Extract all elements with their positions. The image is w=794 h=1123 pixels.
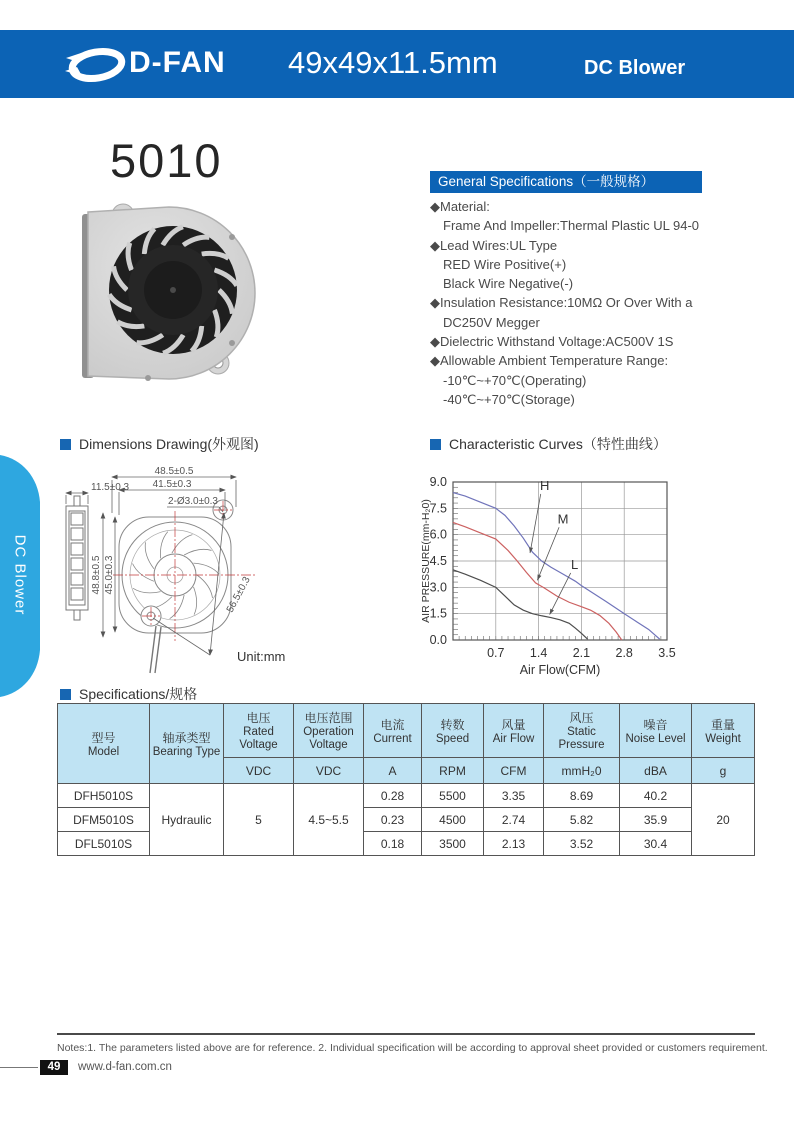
footer-divider — [57, 1033, 755, 1035]
unit-cell: A — [364, 758, 422, 784]
brand-logo-text: D-FAN — [129, 46, 226, 79]
general-specs-header: General Specifications（一般规格） — [430, 171, 702, 193]
page-number-line — [0, 1067, 38, 1068]
spec-item: ◆Allowable Ambient Temperature Range: — [430, 353, 669, 369]
section-title-curves: Characteristic Curves（特性曲线） — [430, 434, 667, 454]
current-cell: 0.23 — [364, 808, 422, 832]
curve-label-M: M — [557, 511, 569, 527]
model-cell: DFM5010S — [58, 808, 150, 832]
airflow-cell: 2.13 — [484, 832, 544, 856]
unit-cell: mmH₂0 — [544, 758, 620, 784]
svg-text:3.0: 3.0 — [429, 580, 447, 595]
svg-text:41.5±0.3: 41.5±0.3 — [152, 479, 192, 490]
dimensions-drawing — [55, 463, 390, 678]
characteristic-curves-chart — [418, 462, 778, 678]
svg-text:48.8±0.5: 48.8±0.5 — [91, 555, 102, 595]
noise-cell: 30.4 — [620, 832, 692, 856]
curve-label-L: L — [571, 556, 579, 572]
product-type-label: DC Blower — [584, 57, 686, 79]
unit-cell: VDC — [294, 758, 364, 784]
col-header-airflow: 风量 Air Flow — [484, 704, 544, 758]
svg-text:2.8: 2.8 — [615, 646, 633, 660]
svg-text:48.5±0.5: 48.5±0.5 — [154, 466, 194, 477]
spec-item: Frame And Impeller:Thermal Plastic UL 94-0 — [443, 218, 700, 234]
spec-item: ◆Insulation Resistance:10MΩ Or Over With a — [430, 295, 693, 311]
model-cell: DFH5010S — [58, 784, 150, 808]
speed-cell: 5500 — [422, 784, 484, 808]
pressure-cell: 3.52 — [544, 832, 620, 856]
spec-item: ◆Lead Wires:UL Type — [430, 237, 558, 253]
website-url: www.d-fan.com.cn — [78, 1061, 172, 1073]
section-bullet-icon — [60, 439, 71, 450]
centerlines — [113, 501, 257, 641]
footer-notes: Notes:1. The parameters listed above are for reference. 2. Individual specification will be according to approval sheet provided or customers requirement. — [57, 1042, 768, 1054]
spec-item: RED Wire Positive(+) — [443, 256, 567, 272]
col-header-bearing: 轴承类型 Bearing Type — [150, 704, 224, 784]
svg-text:0.7: 0.7 — [487, 646, 505, 660]
unit-cell: RPM — [422, 758, 484, 784]
col-header-noise: 噪音 Noise Level — [620, 704, 692, 758]
bearing-cell: Hydraulic — [150, 784, 224, 856]
curve-label-H: H — [540, 477, 550, 493]
current-cell: 0.18 — [364, 832, 422, 856]
y-axis-label: AIR PRESSURE(mm-H₂0) — [420, 499, 432, 623]
x-axis-label: Air Flow(CFM) — [519, 663, 601, 677]
spec-item: -40℃~+70℃(Storage) — [443, 391, 575, 407]
unit-cell: dBA — [620, 758, 692, 784]
fan-photo — [68, 196, 338, 401]
svg-text:1.5: 1.5 — [429, 606, 447, 621]
col-header-model: 型号 Model — [58, 704, 150, 784]
spec-item: ◆Material: — [430, 199, 490, 214]
spec-item: Black Wire Negative(-) — [443, 276, 574, 292]
operation-voltage-cell: 4.5~5.5 — [294, 784, 364, 856]
specifications-table — [57, 703, 755, 856]
side-view — [66, 496, 88, 620]
current-cell: 0.28 — [364, 784, 422, 808]
spec-item: -10℃~+70℃(Operating) — [443, 372, 587, 388]
airflow-cell: 3.35 — [484, 784, 544, 808]
spec-item: DC250V Megger — [443, 314, 540, 330]
section-bullet-icon — [430, 439, 441, 450]
page-title-size: 49x49x11.5mm — [288, 45, 498, 80]
unit-cell: g — [692, 758, 755, 784]
unit-cell: CFM — [484, 758, 544, 784]
pressure-cell: 8.69 — [544, 784, 620, 808]
section-title-specifications: Specifications/规格 — [60, 684, 197, 704]
svg-text:0.0: 0.0 — [429, 633, 447, 647]
svg-text:2.1: 2.1 — [572, 646, 591, 660]
unit-cell: VDC — [224, 758, 294, 784]
airflow-cell: 2.74 — [484, 808, 544, 832]
svg-text:11.5±0.3: 11.5±0.3 — [91, 482, 130, 493]
col-header-speed: 转数 Speed — [422, 704, 484, 758]
svg-text:45.0±0.3: 45.0±0.3 — [104, 555, 115, 595]
dimension-labels — [91, 466, 285, 664]
general-specs-list — [430, 199, 780, 411]
speed-cell: 3500 — [422, 832, 484, 856]
col-header-current: 电流 Current — [364, 704, 422, 758]
speed-cell: 4500 — [422, 808, 484, 832]
sidebar-category-label: DC Blower — [11, 534, 29, 616]
spec-item: ◆Dielectric Withstand Voltage:AC500V 1S — [430, 334, 674, 350]
table-header-row — [58, 704, 755, 758]
section-title-dimensions: Dimensions Drawing(外观图) — [60, 434, 259, 454]
svg-text:4.5: 4.5 — [429, 554, 447, 568]
unit-label: Unit:mm — [237, 649, 286, 664]
pressure-cell: 5.82 — [544, 808, 620, 832]
weight-cell: 20 — [692, 784, 755, 856]
section-bullet-icon — [60, 689, 71, 700]
svg-text:6.0: 6.0 — [429, 527, 447, 542]
page-number-badge: 49 — [40, 1060, 68, 1075]
svg-text:1.4: 1.4 — [529, 646, 548, 660]
col-header-rated-voltage: 电压 Rated Voltage — [224, 704, 294, 758]
noise-cell: 40.2 — [620, 784, 692, 808]
model-number: 5010 — [110, 134, 223, 187]
table-row — [58, 784, 755, 808]
front-view — [119, 500, 233, 673]
model-cell: DFL5010S — [58, 832, 150, 856]
col-header-pressure: 风压 Static Pressure — [544, 704, 620, 758]
svg-text:3.5: 3.5 — [658, 646, 676, 660]
svg-text:9.0: 9.0 — [429, 475, 447, 489]
svg-text:7.5: 7.5 — [429, 501, 447, 516]
col-header-operation-voltage: 电压范围 Operation Voltage — [294, 704, 364, 758]
svg-text:56.5±0.3: 56.5±0.3 — [224, 575, 253, 615]
rated-voltage-cell: 5 — [224, 784, 294, 856]
col-header-weight: 重量 Weight — [692, 704, 755, 758]
noise-cell: 35.9 — [620, 808, 692, 832]
dfan-logo-icon — [64, 44, 126, 86]
svg-text:2-Ø3.0±0.3: 2-Ø3.0±0.3 — [168, 496, 218, 507]
